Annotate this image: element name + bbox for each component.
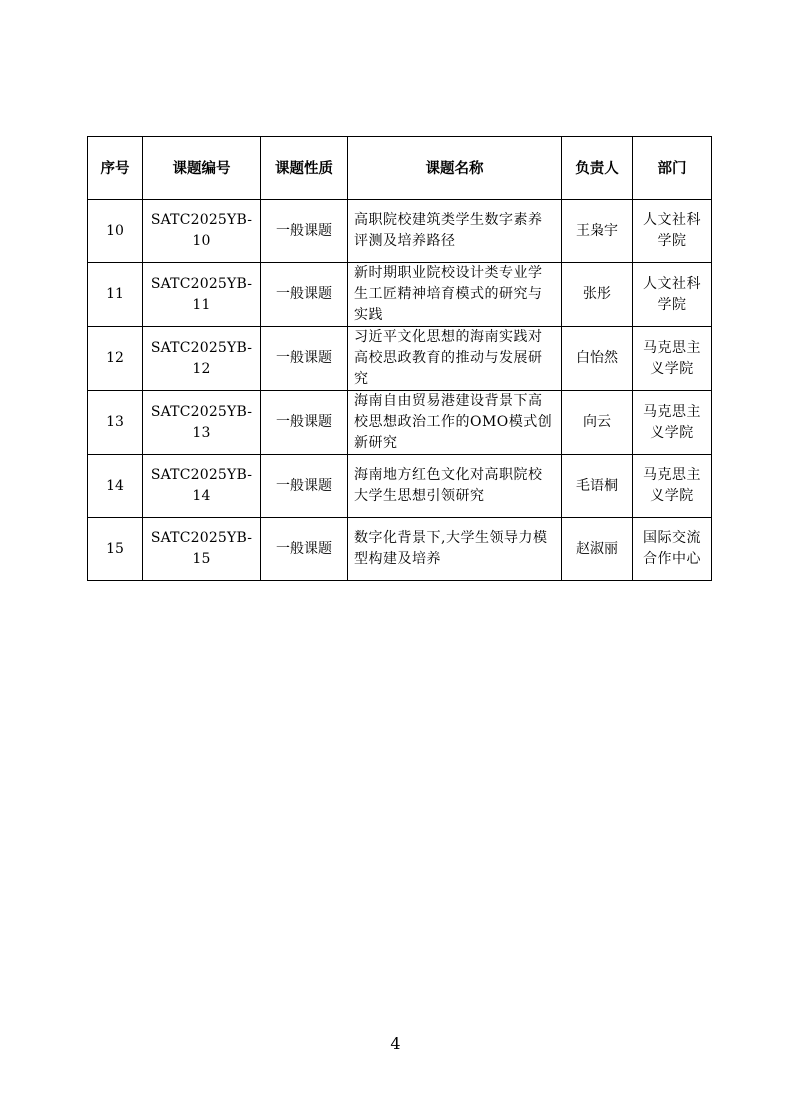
cell-code: SATC2025YB-15	[143, 518, 261, 581]
cell-title: 习近平文化思想的海南实践对高校思政教育的推动与发展研究	[348, 327, 562, 391]
cell-leader: 王枭宇	[562, 200, 633, 263]
cell-department: 马克思主义学院	[633, 391, 712, 455]
cell-title: 海南地方红色文化对高职院校大学生思想引领研究	[348, 455, 562, 518]
cell-type: 一般课题	[261, 391, 348, 455]
header-title: 课题名称	[348, 137, 562, 200]
cell-department: 马克思主义学院	[633, 455, 712, 518]
cell-type: 一般课题	[261, 327, 348, 391]
cell-code: SATC2025YB-12	[143, 327, 261, 391]
cell-code: SATC2025YB-13	[143, 391, 261, 455]
cell-type: 一般课题	[261, 263, 348, 327]
header-leader: 负责人	[562, 137, 633, 200]
cell-department: 人文社科学院	[633, 263, 712, 327]
cell-index: 15	[88, 518, 143, 581]
cell-leader: 毛语桐	[562, 455, 633, 518]
cell-leader: 白怡然	[562, 327, 633, 391]
cell-code: SATC2025YB-14	[143, 455, 261, 518]
table-row	[88, 518, 712, 581]
header-row	[88, 137, 712, 200]
cell-index: 12	[88, 327, 143, 391]
cell-code: SATC2025YB-10	[143, 200, 261, 263]
cell-title: 海南自由贸易港建设背景下高校思想政治工作的OMO模式创新研究	[348, 391, 562, 455]
cell-department: 马克思主义学院	[633, 327, 712, 391]
projects-table	[87, 136, 712, 581]
cell-index: 10	[88, 200, 143, 263]
table-row	[88, 327, 712, 391]
cell-title: 数字化背景下,大学生领导力模型构建及培养	[348, 518, 562, 581]
cell-leader: 向云	[562, 391, 633, 455]
cell-department: 人文社科学院	[633, 200, 712, 263]
cell-title: 新时期职业院校设计类专业学生工匠精神培育模式的研究与实践	[348, 263, 562, 327]
cell-title: 高职院校建筑类学生数字素养评测及培养路径	[348, 200, 562, 263]
cell-index: 13	[88, 391, 143, 455]
cell-leader: 赵淑丽	[562, 518, 633, 581]
header-department: 部门	[633, 137, 712, 200]
cell-index: 14	[88, 455, 143, 518]
table-row	[88, 263, 712, 327]
page-number: 4	[390, 1034, 401, 1053]
table-row	[88, 455, 712, 518]
table-header	[88, 137, 712, 200]
cell-index: 11	[88, 263, 143, 327]
header-code: 课题编号	[143, 137, 261, 200]
cell-leader: 张彤	[562, 263, 633, 327]
cell-type: 一般课题	[261, 200, 348, 263]
cell-department: 国际交流合作中心	[633, 518, 712, 581]
header-index: 序号	[88, 137, 143, 200]
cell-type: 一般课题	[261, 455, 348, 518]
table-body	[88, 200, 712, 581]
table-row	[88, 200, 712, 263]
header-type: 课题性质	[261, 137, 348, 200]
table-row	[88, 391, 712, 455]
cell-code: SATC2025YB-11	[143, 263, 261, 327]
cell-type: 一般课题	[261, 518, 348, 581]
